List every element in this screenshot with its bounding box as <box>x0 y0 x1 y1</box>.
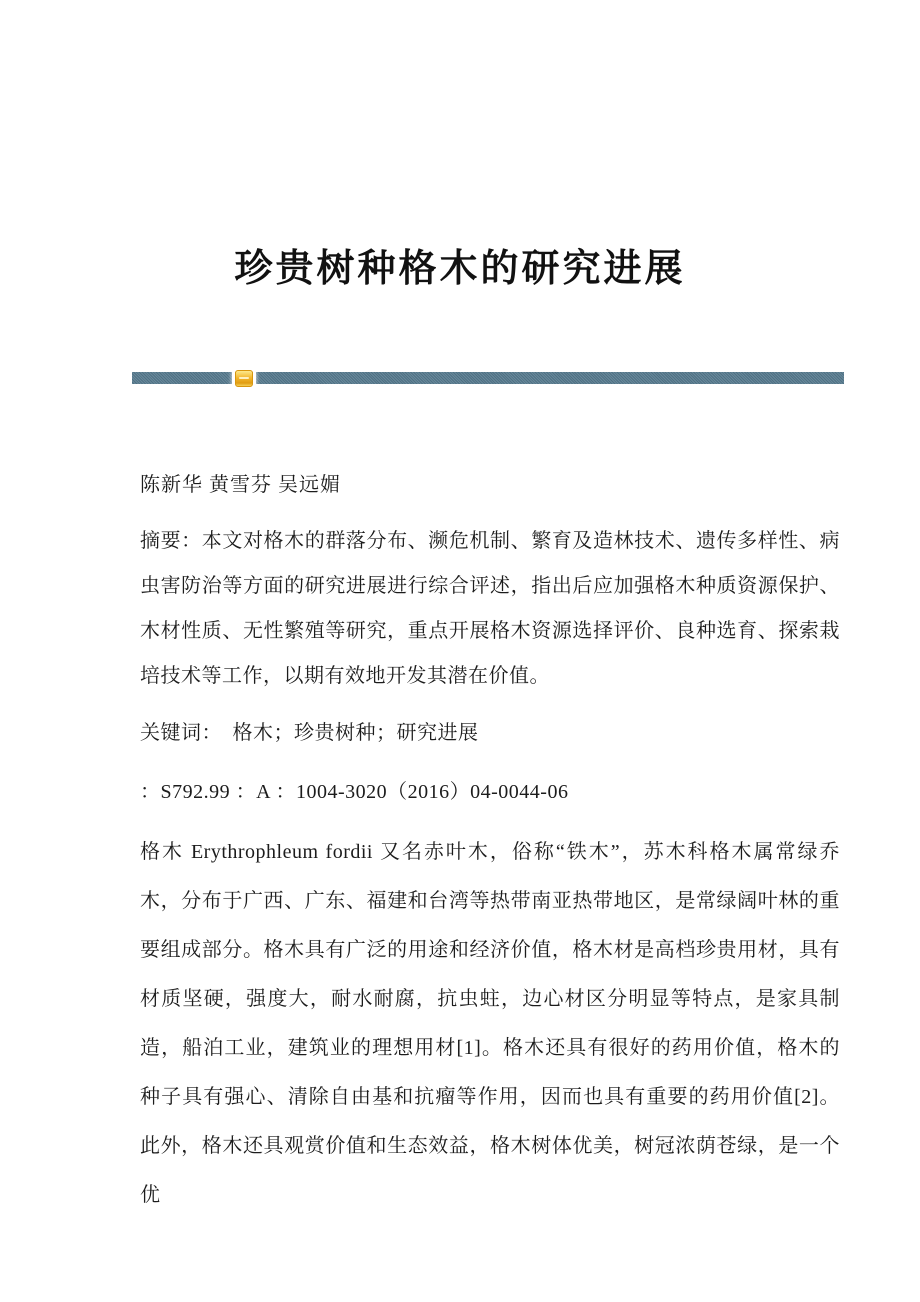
body-paragraph: 格木 Erythrophleum fordii 又名赤叶木，俗称“铁木”，苏木科格木属常绿乔木，分布于广西、广东、福建和台湾等热带南亚热带地区，是常绿阔叶林的重要组成部分。格木具有广泛的用途和经济价值，格木材是高档珍贵用材，具有材质坚硬，强度大，耐水耐腐，抗虫蛀，边心材区分明显等特点，是家具制造，船泊工业，建筑业的理想用材[1]。格木还具有很好的药用价值，格木的种子具有强心、清除自由基和抗瘤等作用，因而也具有重要的药用价值[2]。此外，格木还具观赏价值和生态效益，格木树体优美，树冠浓荫苍绿，是一个优 <box>140 841 840 1206</box>
abstract-paragraph: 摘要：本文对格木的群落分布、濒危机制、繁育及造林技术、遗传多样性、病虫害防治等方面的研究进展进行综合评述，指出后应加强格木种质资源保护、木材性质、无性繁殖等研究，重点开展格木资源选择评价、良种选育、探索栽培技术等工作，以期有效地开发其潜在价值。 <box>140 530 840 687</box>
authors-line: 陈新华 黄雪芬 吴远媚 <box>140 474 341 496</box>
title-divider-bar <box>132 372 844 384</box>
divider-ornament-icon <box>235 370 253 387</box>
page-title: 珍贵树种格木的研究进展 <box>234 248 686 291</box>
keywords-line: 关键词： 格木；珍贵树种；研究进展 <box>140 722 479 744</box>
classification-line: ：S792.99 ：A ：1004-3020（2016）04-0044-06 <box>140 781 569 803</box>
